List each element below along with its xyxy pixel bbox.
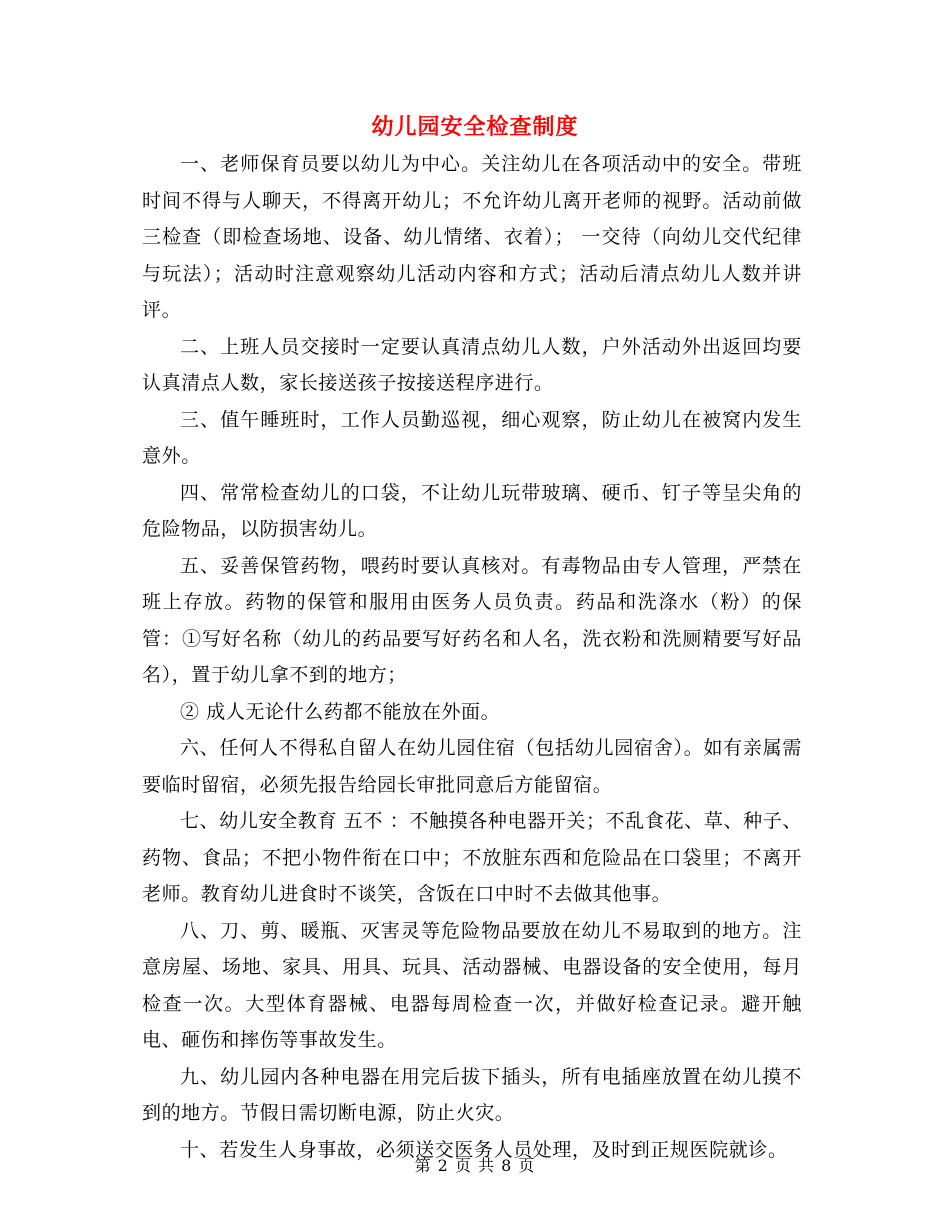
- paragraph-5: 五、妥善保管药物，喂药时要认真核对。有毒物品由专人管理，严禁在班上存放。药物的保管和服用由医务人员负责。药品和洗涤水（粉）的保管：①写好名称（幼儿的药品要写好药名和人名，洗衣粉和洗厕精要写好品名），置于幼儿拿不到的地方；: [142, 554, 802, 686]
- paragraph-7: 七、幼儿安全教育 五不 ：不触摸各种电器开关；不乱食花、草、种子、药物、食品；不把小物件衔在口中；不放脏东西和危险品在口袋里；不离开老师。教育幼儿进食时不谈笑，含饭在口中时不去做其他事。: [142, 810, 802, 905]
- paragraph-9: 九、幼儿园内各种电器在用完后拔下插头，所有电插座放置在幼儿摸不到的地方。节假日需切断电源，防止火灾。: [142, 1065, 802, 1124]
- paragraph-1: 一、老师保育员要以幼儿为中心。关注幼儿在各项活动中的安全。带班时间不得与人聊天，不得离开幼儿；不允许幼儿离开老师的视野。活动前做 三检查（即检查场地、设备、幼儿情绪、衣着）； 一交待（向幼儿交代纪律与玩法）；活动时注意观察幼儿活动内容和方式；活动后清点幼儿人数并讲评。: [142, 153, 802, 321]
- page-number-footer: 第 2 页 共 8 页: [414, 1156, 536, 1175]
- paragraph-3: 三、值午睡班时，工作人员勤巡视，细心观察，防止幼儿在被窝内发生意外。: [142, 408, 802, 467]
- paragraph-6: 六、任何人不得私自留人在幼儿园住宿（包括幼儿园宿舍）。如有亲属需要临时留宿，必须先报告给园长审批同意后方能留宿。: [142, 737, 802, 796]
- document-body: [142, 146, 802, 1168]
- document-title: 幼儿园安全检查制度: [371, 114, 579, 140]
- paragraph-10: 十、若发生人身事故，必须送交医务人员处理，及时到正规医院就诊。: [180, 1138, 788, 1161]
- paragraph-8: 八、刀、剪、暖瓶、灭害灵等危险物品要放在幼儿不易取到的地方。注意房屋、场地、家具、用具、玩具、活动器械、电器设备的安全使用，每月检查一次。大型体育器械、电器每周检查一次，并做好检查记录。避开触电、砸伤和摔伤等事故发生。: [142, 919, 802, 1051]
- paragraph-5-note: ② 成人无论什么药都不能放在外面。: [180, 700, 501, 723]
- paragraph-2: 二、上班人员交接时一定要认真清点幼儿人数，户外活动外出返回均要认真清点人数，家长接送孩子按接送程序进行。: [142, 335, 802, 394]
- paragraph-4: 四、常常检查幼儿的口袋，不让幼儿玩带玻璃、硬币、钉子等呈尖角的危险物品，以防损害幼儿。: [142, 481, 802, 540]
